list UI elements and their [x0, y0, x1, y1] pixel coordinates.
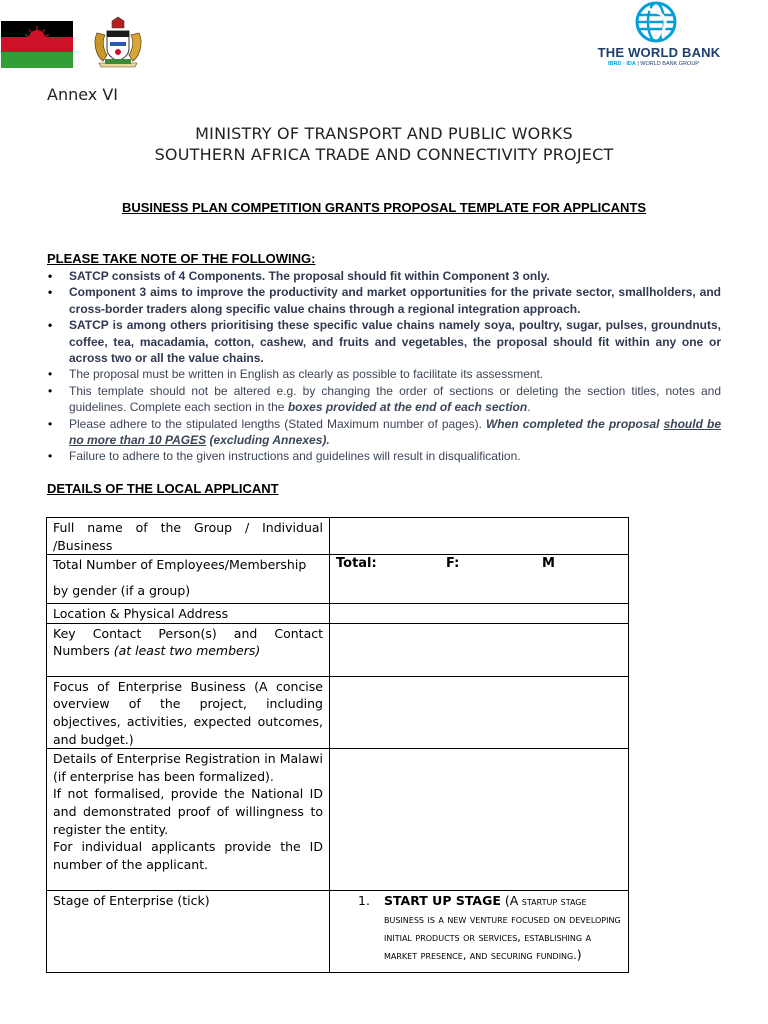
row-label-stage: Stage of Enterprise (tick)	[47, 891, 330, 973]
input-location[interactable]	[330, 604, 629, 624]
note-item: • Component 3 aims to improve the productivity and market opportunities for the private sector, smallholders, and cross-border traders along specific value chains through a regional integration approach.	[47, 284, 721, 317]
note-text: .	[527, 400, 531, 415]
registration-text: If not formalised, provide the National ID and demonstrated proof of willingness to register the entity.	[53, 786, 323, 837]
notes-heading: PLEASE TAKE NOTE OF THE FOLLOWING:	[47, 251, 316, 266]
flag-sun-icon	[25, 26, 49, 38]
coat-of-arms-icon	[91, 15, 145, 69]
stage-description: startup stage business is a new venture focused on developing initial products or services, establishing a market presence, and securing funding.	[384, 895, 621, 963]
project-title: SOUTHERN AFRICA TRADE AND CONNECTIVITY PROJECT	[154, 145, 614, 164]
table-row	[47, 749, 629, 891]
note-item: • SATCP consists of 4 Components. The proposal should fit within Component 3 only.	[47, 268, 721, 284]
flag-stripe-green	[1, 52, 73, 68]
registration-text: For individual applicants provide the ID number of the applicant.	[53, 839, 323, 872]
table-row	[47, 891, 629, 973]
world-bank-sub-group: | WORLD BANK GROUP	[635, 61, 699, 67]
world-bank-logo	[594, 0, 724, 72]
stage-options[interactable]	[330, 891, 629, 973]
globe-icon	[634, 0, 678, 44]
stage-close: )	[576, 947, 582, 963]
world-bank-name: THE WORLD BANK	[597, 45, 721, 60]
malawi-flag	[1, 21, 73, 68]
annex-label: Annex VI	[47, 85, 119, 104]
note-emphasis: (excluding Annexes).	[206, 433, 330, 448]
note-page-limit: should be no more than 10 PAGES	[69, 416, 721, 448]
stage-title: START UP STAGE	[384, 893, 501, 909]
note-item: • SATCP is among others prioritising these specific value chains namely soya, poultry, sugar, pulses, groundnuts, coffee, tea, macadamia, cotton, cashew, and fruits and vegetables, the proposal should fit within any one or across two or all the value chains.	[47, 317, 721, 366]
note-emphasis: When completed the proposal	[485, 416, 664, 431]
input-registration[interactable]	[330, 749, 629, 891]
total-label: Total:	[336, 556, 377, 572]
input-focus[interactable]	[330, 676, 629, 748]
note-item: • Failure to adhere to the given instructions and guidelines will result in disqualification.	[47, 448, 721, 464]
row-label-registration	[47, 749, 330, 891]
stage-number: 1.	[358, 893, 370, 909]
row-label-location: Location & Physical Address	[47, 604, 330, 624]
input-contacts[interactable]	[330, 623, 629, 676]
world-bank-sub-ibrd: IBRD · IDA	[608, 61, 636, 67]
world-bank-subtitle	[608, 61, 724, 67]
table-row	[47, 604, 629, 624]
note-item	[47, 416, 721, 449]
row-label-focus: Focus of Enterprise Business (A concise overview of the project, including objectives, activities, expected outcomes, and budget.)	[47, 676, 330, 748]
note-text: Please adhere to the stipulated lengths (Stated Maximum number of pages).	[69, 416, 486, 431]
input-employees[interactable]	[330, 555, 629, 604]
details-heading: DETAILS OF THE LOCAL APPLICANT	[47, 481, 279, 496]
ministry-title: MINISTRY OF TRANSPORT AND PUBLIC WORKS	[195, 124, 573, 143]
table-row	[47, 555, 629, 604]
notes-list	[47, 268, 721, 465]
note-item: • The proposal must be written in English as clearly as possible to facilitate its assessment.	[47, 366, 721, 382]
female-label: F:	[446, 556, 460, 572]
row-label-contacts	[47, 623, 330, 676]
document-title: BUSINESS PLAN COMPETITION GRANTS PROPOSAL TEMPLATE FOR APPLICANTS	[121, 200, 647, 215]
male-label: M	[542, 556, 555, 572]
input-full-name[interactable]	[330, 518, 629, 555]
note-emphasis: boxes provided at the end of each section	[287, 400, 528, 415]
table-row	[47, 676, 629, 748]
row-label-full-name: Full name of the Group / Individual /Business	[47, 518, 330, 555]
note-item	[47, 383, 721, 416]
contacts-note: (at least two members)	[113, 643, 261, 659]
applicant-details-table	[46, 517, 629, 973]
note-text: This template should not be altered e.g. by changing the order of sections or deleting the section titles, notes and guidelines. Complete each section in the	[69, 383, 721, 415]
table-row	[47, 623, 629, 676]
contacts-text: Key Contact Person(s) and Contact Numbers	[53, 625, 323, 659]
stage-open: (A	[500, 893, 519, 909]
row-label-employees	[47, 555, 330, 604]
registration-text: Details of Enterprise Registration in Malawi (if enterprise has been formalized).	[53, 751, 323, 784]
row-label-employees-line2: by gender (if a group)	[53, 582, 191, 598]
flag-stripe-red	[1, 37, 73, 53]
table-row	[47, 518, 629, 555]
row-label-employees-line1: Total Number of Employees/Membership	[53, 557, 307, 573]
